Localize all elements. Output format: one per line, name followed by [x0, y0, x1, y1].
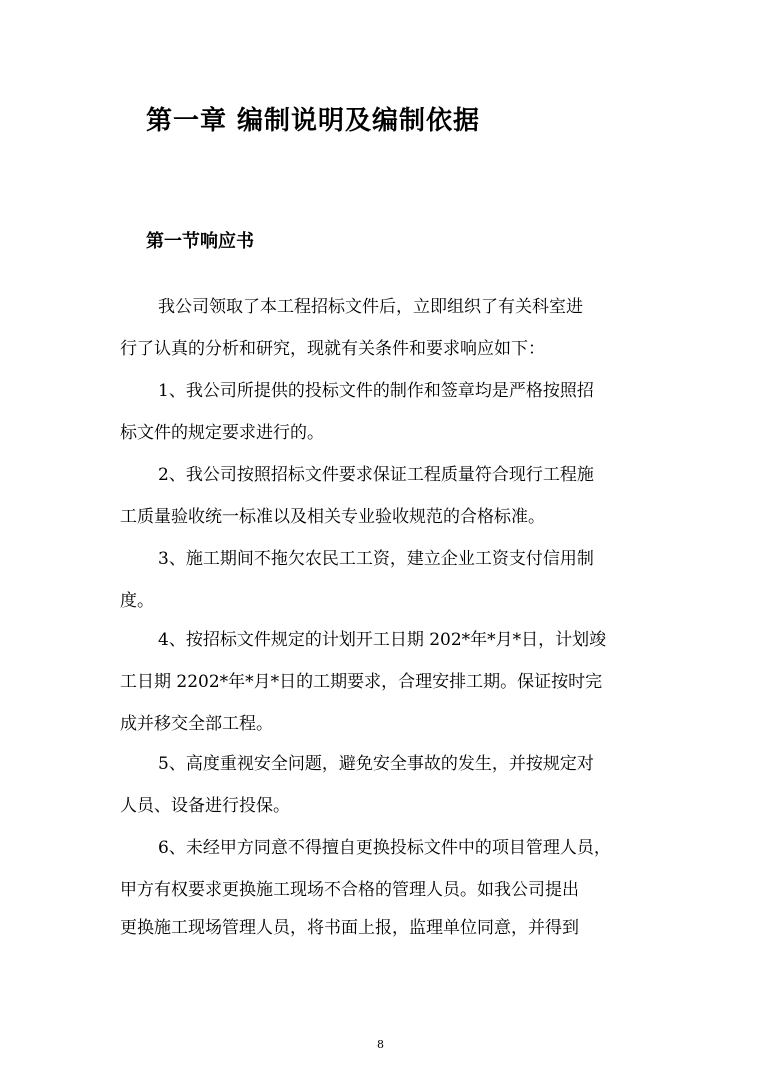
body-line: 5、高度重视安全问题，避免安全事故的发生，并按规定对 — [158, 754, 594, 774]
body-line: 2、我公司按照招标文件要求保证工程质量符合现行工程施 — [158, 465, 594, 485]
chapter-title: 第一章 编制说明及编制依据 — [146, 106, 481, 136]
body-line: 4、按招标文件规定的计划开工日期 202*年*月*日，计划竣 — [158, 630, 607, 650]
section-title: 第一节响应书 — [146, 231, 254, 252]
body-line: 度。 — [120, 591, 154, 611]
body-line: 我公司领取了本工程招标文件后，立即组织了有关科室进 — [158, 297, 583, 317]
body-line: 行了认真的分析和研究，现就有关条件和要求响应如下： — [120, 339, 545, 359]
body-line: 成并移交全部工程。 — [120, 714, 273, 734]
body-line: 1、我公司所提供的投标文件的制作和签章均是严格按照招 — [158, 381, 594, 401]
body-line: 6、未经甲方同意不得擅自更换投标文件中的项目管理人员， — [158, 838, 611, 858]
body-line: 工日期 2202*年*月*日的工期要求，合理安排工期。保证按时完 — [120, 672, 603, 692]
body-line: 更换施工现场管理人员，将书面上报，监理单位同意，并得到 — [120, 918, 579, 938]
body-line: 标文件的规定要求进行的。 — [120, 423, 324, 443]
page-number: 8 — [377, 1038, 384, 1051]
body-line: 3、施工期间不拖欠农民工工资，建立企业工资支付信用制 — [158, 549, 594, 569]
body-line: 甲方有权要求更换施工现场不合格的管理人员。如我公司提出 — [120, 880, 579, 900]
body-line: 工质量验收统一标准以及相关专业验收规范的合格标准。 — [120, 507, 545, 527]
body-line: 人员、设备进行投保。 — [120, 796, 290, 816]
